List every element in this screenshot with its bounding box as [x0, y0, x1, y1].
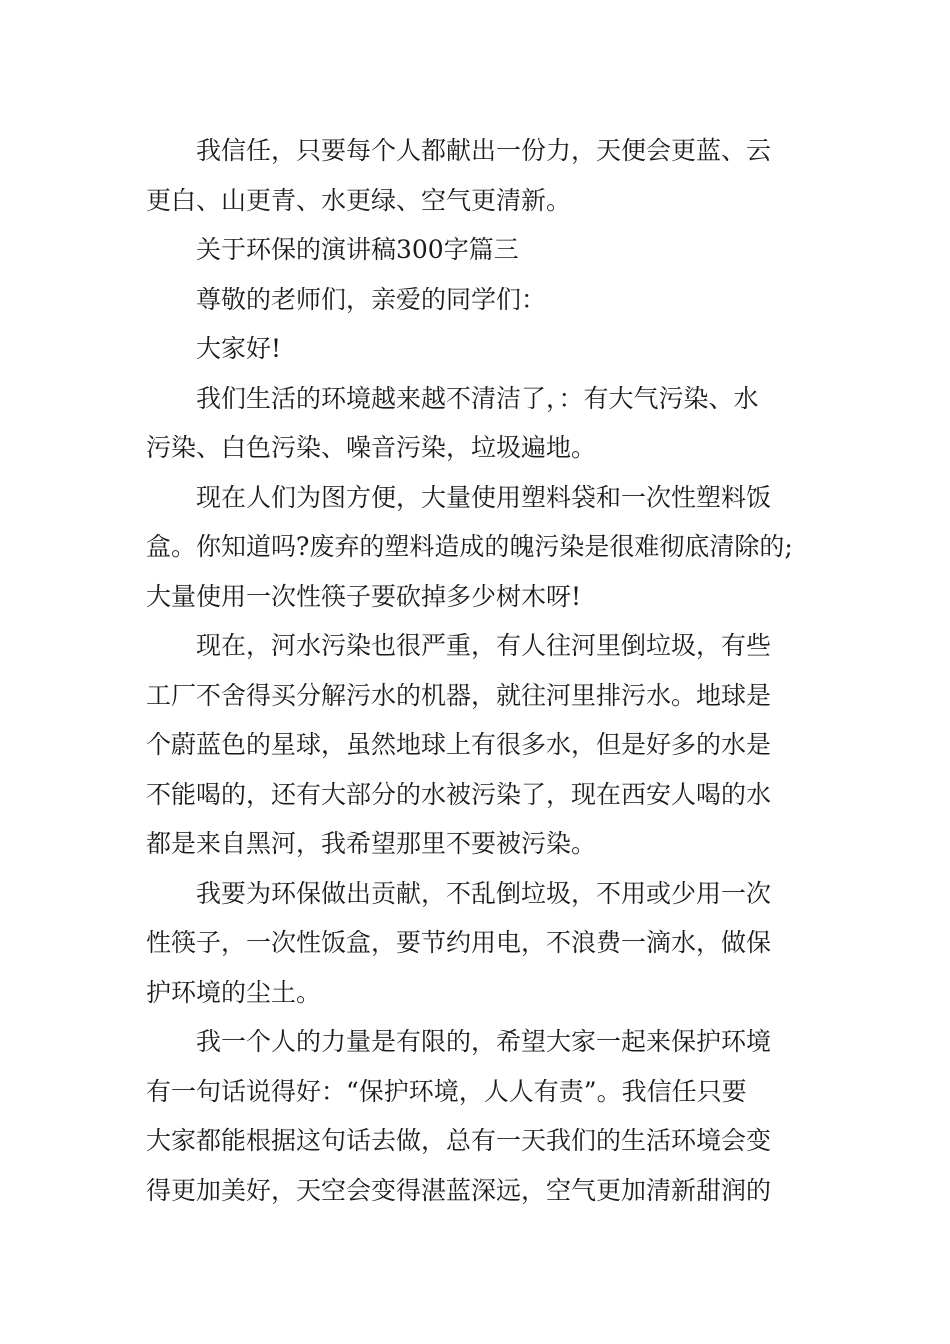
document-body [146, 126, 818, 1215]
text-line: 更白、山更青、水更绿、空气更清新。 [146, 185, 572, 215]
text-line: 不能喝的，还有大部分的水被污染了，现在西安人喝的水 [146, 779, 772, 809]
salutation: 尊敬的老师们，亲爱的同学们： [196, 284, 547, 314]
text-line: 工厂不舍得买分解污水的机器，就往河里排污水。地球是 [146, 680, 772, 710]
text-line: 大量使用一次性筷子要砍掉多少树木呀! [146, 581, 582, 611]
section-heading: 关于环保的演讲稿300字篇三 [196, 235, 519, 264]
text-line: 个蔚蓝色的星球，虽然地球上有很多水，但是好多的水是 [146, 730, 772, 759]
text-line: 盒。你知道吗?废弃的塑料造成的魄污染是很难彻底清除的; [146, 532, 793, 561]
text-line: 现在，河水污染也很严重，有人往河里倒垃圾，有些 [196, 631, 772, 660]
text-line: 有一句话说得好：“保护环境，人人有责”。我信任只要 [146, 1076, 747, 1106]
text-line: 我一个人的力量是有限的，希望大家一起来保护环境 [196, 1027, 772, 1056]
text-line: 都是来自黑河，我希望那里不要被污染。 [146, 829, 597, 858]
text-line: 我们生活的环境越来越不清洁了，：有大气污染、水 [196, 383, 759, 413]
greeting: 大家好! [196, 334, 282, 363]
text-line: 现在人们为图方便，大量使用塑料袋和一次性塑料饭 [196, 482, 772, 512]
text-line: 我要为环保做出贡献，不乱倒垃圾，不用或少用一次 [196, 878, 772, 908]
text-line: 污染、白色污染、噪音污染，垃圾遍地。 [146, 433, 597, 462]
text-line: 大家都能根据这句话去做，总有一天我们的生活环境会变 [146, 1126, 772, 1155]
text-line: 我信任，只要每个人都献出一份力，天便会更蓝、云 [196, 136, 772, 165]
text-line: 性筷子，一次性饭盒，要节约用电，不浪费一滴水，做保 [146, 928, 772, 957]
text-line: 得更加美好，天空会变得湛蓝深远，空气更加清新甜润的 [146, 1175, 772, 1205]
text-line: 护环境的尘土。 [146, 977, 322, 1007]
